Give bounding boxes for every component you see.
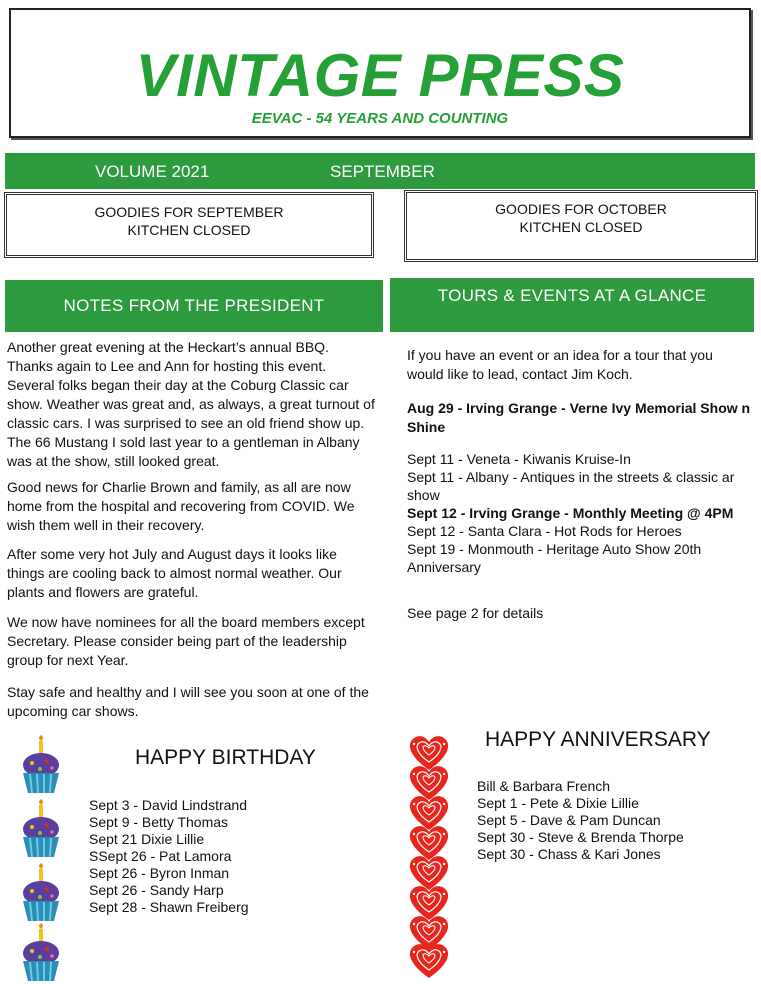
goodies-october-box <box>404 190 758 262</box>
heart-icon <box>410 856 448 890</box>
birthday-entry: Sept 26 - Byron Inman <box>89 865 230 881</box>
tours-heading-bar <box>390 278 754 332</box>
event-item-highlight: Sept 12 - Irving Grange - Monthly Meeting @ 4PM <box>407 505 734 521</box>
cupcake-icon <box>23 863 59 921</box>
newsletter-subtitle: EEVAC - 54 YEARS AND COUNTING <box>251 110 509 127</box>
heart-icon <box>410 766 448 800</box>
heart-icon <box>410 736 448 770</box>
heart-icon <box>410 826 448 860</box>
event-item: Sept 11 - Albany - Antiques in the streets & classic ar show <box>407 469 735 503</box>
cupcake-icon <box>23 799 59 857</box>
birthday-entry: Sept 3 - David Lindstrand <box>89 797 247 813</box>
goodies-october-line1: GOODIES FOR OCTOBER <box>495 201 667 217</box>
president-paragraph-5: Stay safe and healthy and I will see you soon at one of the upcoming car shows. <box>7 684 369 719</box>
anniversary-entry: Bill & Barbara French <box>477 778 611 794</box>
month-label: SEPTEMBER <box>330 162 435 181</box>
cupcake-column <box>14 733 70 983</box>
heart-icon <box>410 916 448 950</box>
tours-heading: TOURS & EVENTS AT A GLANCE <box>437 286 707 305</box>
hearts-column <box>404 734 454 980</box>
cupcake-icon <box>23 735 59 793</box>
event-item: Sept 12 - Santa Clara - Hot Rods for Heroes <box>407 523 682 539</box>
event-item: Sept 19 - Monmouth - Heritage Auto Show 20th Anniversary <box>407 541 702 575</box>
birthday-entry: Sept 28 - Shawn Freiberg <box>89 899 249 915</box>
newsletter-title: VINTAGE PRESS <box>135 42 625 109</box>
president-heading-bar <box>5 280 383 332</box>
birthday-entry: Sept 21 Dixie Lillie <box>89 831 205 847</box>
president-heading: NOTES FROM THE PRESIDENT <box>63 296 325 315</box>
goodies-september-box <box>4 192 374 258</box>
heart-icon <box>410 886 448 920</box>
anniversary-entry: Sept 1 - Pete & Dixie Lillie <box>477 795 639 811</box>
president-paragraph-4: We now have nominees for all the board members except Secretary. Please consider being part of the leadership group for next Year. <box>7 614 365 668</box>
see-page-note: See page 2 for details <box>407 605 544 621</box>
birthday-heading: HAPPY BIRTHDAY <box>135 746 316 769</box>
birthday-entry: Sept 9 - Betty Thomas <box>89 814 229 830</box>
anniversary-list <box>477 778 684 863</box>
president-paragraph-3: After some very hot July and August days it looks like things are cooling back to almost normal weather. Our plants and flowers are grateful. <box>7 546 342 600</box>
anniversary-entry: Sept 30 - Steve & Brenda Thorpe <box>477 829 684 845</box>
volume-label: VOLUME 2021 <box>95 162 210 181</box>
birthday-list <box>89 797 249 916</box>
masthead <box>9 8 751 138</box>
president-paragraph-2: Good news for Charlie Brown and family, as all are now home from the hospital and recovering from COVID. We wish them well in their recovery. <box>7 479 355 533</box>
anniversary-entry: Sept 5 - Dave & Pam Duncan <box>477 812 661 828</box>
birthday-entry: Sept 26 - Sandy Harp <box>89 882 224 898</box>
tours-intro: If you have an event or an idea for a tour that you would like to lead, contact Jim Koch. <box>407 347 713 382</box>
goodies-october-line2: KITCHEN CLOSED <box>519 219 643 235</box>
tours-featured-event: Aug 29 - Irving Grange - Verne Ivy Memorial Show n Shine <box>407 400 751 435</box>
goodies-september-line1: GOODIES FOR SEPTEMBER <box>94 204 284 220</box>
cupcake-icon <box>23 923 59 981</box>
goodies-september-line2: KITCHEN CLOSED <box>127 222 251 238</box>
birthday-entry: SSept 26 - Pat Lamora <box>89 848 232 864</box>
anniversary-heading: HAPPY ANNIVERSARY <box>485 728 711 751</box>
event-item: Sept 11 - Veneta - Kiwanis Kruise-In <box>407 451 631 467</box>
volume-bar <box>5 153 755 189</box>
heart-icon <box>410 796 448 830</box>
president-paragraph-1: Another great evening at the Heckart’s annual BBQ. Thanks again to Lee and Ann for hosting this event. Several folks began their day at the Coburg Classic car show. Weather was great and, as always, a great turnout of classic cars. I was surprised to see an old friend show up. The 66 Mustang I sold last year to a gentleman in Albany was at the show, still looked great. <box>7 339 375 469</box>
tours-event-list <box>407 450 752 576</box>
anniversary-entry: Sept 30 - Chass & Kari Jones <box>477 846 661 862</box>
